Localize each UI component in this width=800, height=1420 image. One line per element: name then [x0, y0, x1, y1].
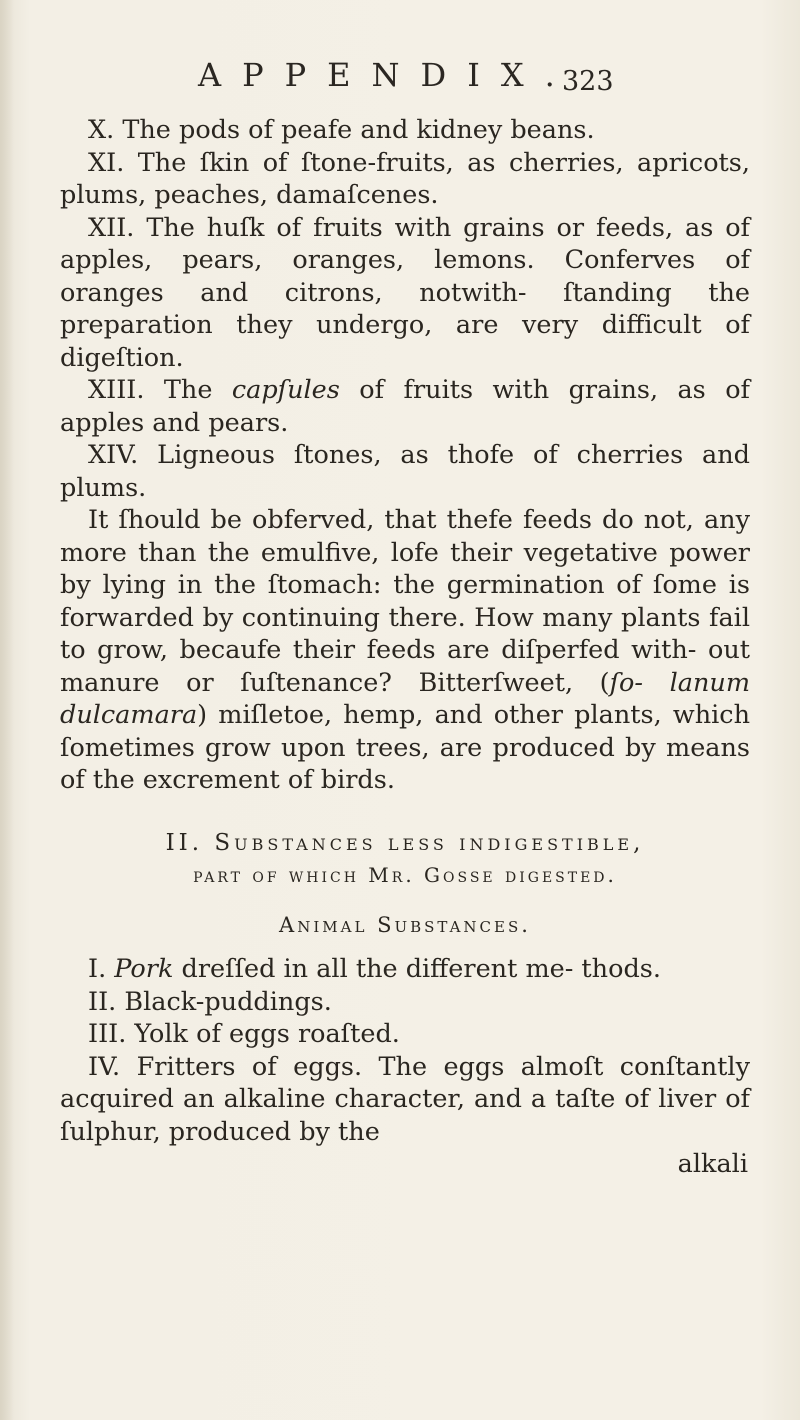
catchword: alkali — [677, 1149, 748, 1179]
subheading: Animal Substances. — [279, 912, 531, 937]
paragraph-observation — [60, 504, 750, 797]
list-item-iv: IV. Fritters of eggs. The eggs almoſt conſtantly acquired an alkaline character, and a taſte of liver of ſulphur, produced by the — [60, 1051, 750, 1147]
list-item-iii: III. Yolk of eggs roaſted. — [88, 1019, 400, 1049]
list-item-i-italic: Pork — [114, 954, 174, 984]
paragraph-xiii-italic: capſules — [231, 375, 340, 405]
paragraph-xiv: XIV. Ligneous ſtones, as thofe of cherries and plums. — [60, 440, 750, 503]
list-item-i-text: dreſſed in all the different me- thods. — [173, 954, 661, 984]
paragraph-xiii-text-end: of fruits with grains, as of apples and pears. — [60, 375, 750, 438]
section-heading-line1: II. Substances less indigestible, — [165, 829, 645, 856]
paragraph-xiii-text: XIII. The — [88, 375, 232, 405]
paragraph-xii: XII. The huſk of fruits with grains or feeds, as of apples, pears, oranges, lemons. Conferves of oranges and citrons, notwith- ſtanding the preparation they undergo, are very difficult of digeſtion. — [60, 212, 750, 373]
page-header — [0, 56, 800, 106]
observation-italic: ſo- lanum dulcamara — [60, 667, 751, 730]
page-number: 323 — [562, 66, 614, 97]
section-heading — [60, 827, 750, 891]
paragraph-x: X. The pods of peafe and kidney beans. — [88, 115, 595, 145]
paragraph-xiii — [60, 374, 750, 439]
page-body — [60, 114, 750, 1181]
list-item-i-number: I. — [88, 954, 115, 984]
observation-text-end: ) miſletoe, hemp, and other plants, which ſometimes grow upon trees, are produced by means of the excrement of birds. — [60, 700, 750, 795]
list-item-i — [60, 953, 750, 986]
list-item-ii: II. Black-puddings. — [88, 986, 332, 1017]
section-heading-line2: part of which Mr. Gosse digested. — [193, 862, 617, 887]
running-head: APPENDIX. — [198, 56, 576, 94]
page-gutter-shadow — [0, 0, 14, 1420]
observation-text: It ſhould be obferved, that thefe feeds do not, any more than the emulfive, lofe their vegetative power by lying in the ſtomach: the germination of ſome is forwarded by continuing there. How many plants fail to grow, becaufe their feeds are diſperfed with- out manure or ſuſtenance? Bitterſweet, ( — [60, 505, 750, 698]
paragraph-xi: XI. The ſkin of ſtone-fruits, as cherries, apricots, plums, peaches, damaſcenes. — [60, 147, 750, 210]
